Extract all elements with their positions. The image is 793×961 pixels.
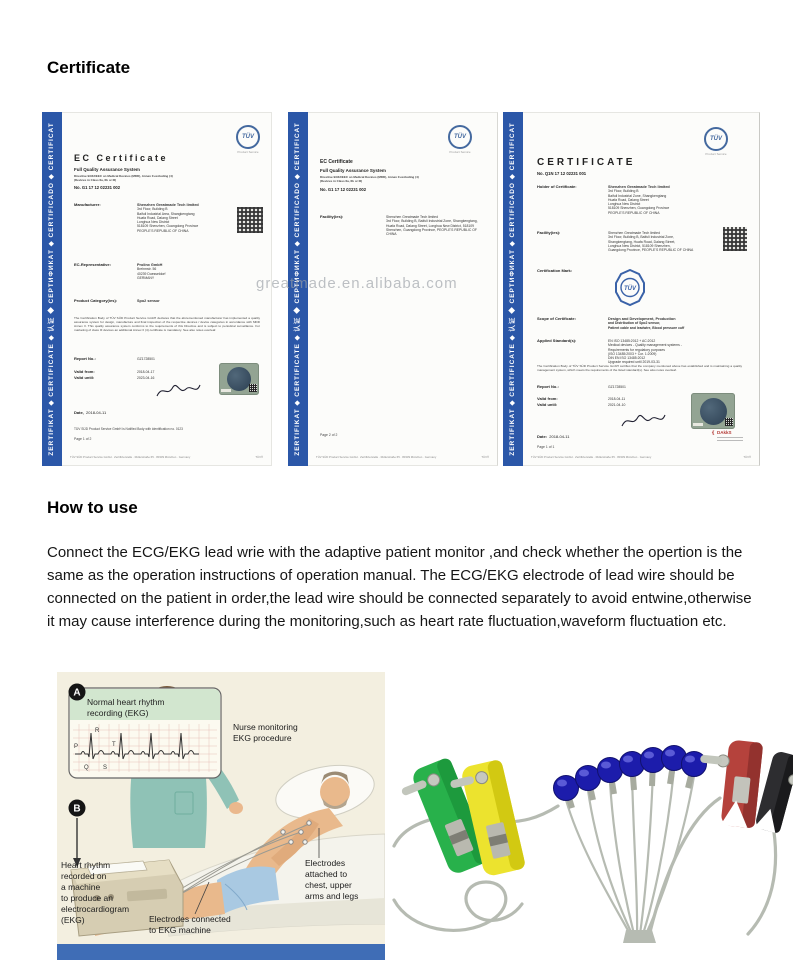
cert-body-text: The Certification Body of TÜV SÜD Product Service GmbH certifies that the company mentioned above has established and is maintaining a quality management system, which meets the requirements of the listed standard(s). See also notes overleaf. — [537, 364, 742, 372]
cert-footer: TÜV SÜD Product Service GmbH · Zertifizierstelle · Ridlerstraße 65 · 80339 München · Germany TÜV® — [316, 455, 489, 459]
svg-text:S: S — [103, 765, 108, 771]
tuv-logo-icon: TÜV — [448, 125, 472, 149]
valid-from-label: Valid from: — [537, 396, 558, 401]
cert-number: No. G1 17 12 02231 002 — [74, 185, 121, 190]
hologram-seal — [691, 393, 735, 429]
cable-bundle — [623, 930, 656, 943]
marker-a — [69, 684, 86, 701]
scope-label: Scope of Certificate: — [537, 316, 576, 321]
qr-code — [723, 227, 747, 251]
valid-from-label: Valid from: — [74, 369, 95, 374]
valid-from-value: 2018-04-11 — [608, 397, 626, 401]
svg-text:T: T — [112, 742, 116, 748]
illustration-bottom-bar — [57, 944, 385, 960]
page-note: Page 1 of 1 — [537, 445, 555, 449]
tuv-logo: TÜV Product Service — [701, 127, 731, 156]
svg-text:recorded on: recorded on — [61, 871, 107, 881]
dakks-mark: ❴ DAkkS — [711, 430, 743, 441]
sidebar-rotated-text: ZERTIFIKAT ◆ CERTIFICATE ◆ 认证 ◆ СЕРТИФИКАТ ◆ CERTIFICADO ◆ CERTIFICAT — [509, 122, 516, 456]
facility-address: Shenzhen Greatmade Tech limited 3rd Floor, Building B, Baifuli Industrial Zone, Shangkengtang, Huafa Road, Dalang Street, Longhua New District, 518109 Shenzhen, Guangdong Province, PEOPLE'S REPUBLIC OF CHINA — [386, 215, 478, 237]
ekg-strip-box — [69, 688, 221, 778]
svg-text:arms and legs: arms and legs — [305, 891, 359, 901]
signature — [619, 411, 667, 431]
certificate-image-3 — [503, 112, 760, 466]
holder-address: Shenzhen Greatmade Tech limited 3rd Floor, Building B Baifuli Industrial Zone, Shangkengtang Huafa Road, Dalang Street Longhua New District 518109 Shenzhen, Guangdong Province PEOPLE'S REPUBLIC OF CHINA — [608, 185, 670, 215]
certificate-paper — [523, 112, 760, 466]
page-note: Page 2 of 2 — [320, 433, 338, 437]
ec-representative-address: Prolinx GmbH Brehmstr. 56 40239 Duesseldorf GERMANY — [137, 263, 166, 280]
svg-text:a machine: a machine — [61, 882, 101, 892]
svg-text:to produce an: to produce an — [61, 893, 113, 903]
svg-text:Normal heart rhythm: Normal heart rhythm — [87, 697, 165, 707]
report-no-value: GZ1728501 — [137, 357, 155, 361]
tuv-sued-octagon-mark — [615, 269, 645, 307]
dakks-bracket-icon: ❴ — [711, 430, 715, 435]
cert-subtitle: Full Quality Assurance System — [320, 168, 386, 173]
valid-from-value: 2018-04-17 — [137, 370, 155, 374]
product-category-label: Product Category(ies): — [74, 298, 118, 303]
holder-label: Holder of Certificate: — [537, 184, 577, 189]
certificates-row — [42, 112, 760, 468]
cert-title: EC Certificate — [320, 159, 353, 165]
svg-text:P: P — [74, 744, 79, 750]
cert-directive: Directive 93/42/EEC on Medical Devices (MDD), Annex II excluding (4) (Devices in Class IIa, IIb or III) — [74, 174, 173, 182]
page-note: Page 1 of 2 — [74, 437, 92, 441]
cert-number: No. Q1N 17 12 02231 001 — [537, 171, 587, 176]
svg-text:R: R — [95, 728, 100, 734]
qr-code — [237, 207, 263, 233]
svg-text:Electrodes: Electrodes — [305, 858, 346, 868]
cert-directive: Directive 93/42/EEC on Medical Devices (MDD), Annex II excluding (4) (Devices in Class IIa, IIb or III) — [320, 175, 419, 183]
ekg-procedure-illustration — [57, 672, 385, 960]
manufacturer-label: Manufacturer: — [74, 202, 101, 207]
hologram-seal-dot — [227, 367, 251, 391]
facility-address: Shenzhen Greatmade Tech limited 3rd Floor, Building B, Baifuli Industrial Zone, Shangkengtang, Huafa Road, Dalang Street, Longhua New District, 518109 Shenzhen, Guangdong Province, PEOPLE'S REPUBLIC OF CHINA — [608, 231, 694, 253]
ec-representative-label: EC-Representative: — [74, 262, 111, 267]
svg-text:Heart rhythm: Heart rhythm — [61, 860, 111, 870]
cert-body-text: The Certification Body of TÜV SÜD Product Service GmbH declares that the aforementioned manufacturer has implemented a quality assurance system for design, manufacture and final inspection of the respective devices / device categories in accordance with MDD Annex II. This quality assurance system conforms to the requirements of this Directive and is subject to periodical surveillance. For marketing of class III devices an additional Annex II (4) certificate is mandatory. See also notes overleaf. — [74, 316, 260, 332]
svg-text:attached to: attached to — [305, 869, 348, 879]
certificate-image-1 — [42, 112, 272, 466]
date-row: Date, 2018-04-11 — [74, 410, 107, 415]
certificate-paper — [62, 112, 272, 466]
svg-text:electrocardiogram: electrocardiogram — [61, 904, 130, 914]
how-to-use-heading: How to use — [47, 498, 138, 517]
manufacturer-address: Shenzhen Greatmade Tech limited 3rd Floor, Building B Baifuli Industrial Area, Shangkengtang Huafa Road, Dalang Street Longhua New District 518109 Shenzhen, Guangdong Province PEOPLE'S REPUBLIC OF CHINA — [137, 203, 199, 233]
hologram-seal — [219, 363, 259, 395]
cert-number: No. G1 17 12 02231 002 — [320, 187, 367, 192]
report-no-label: Report No.: — [74, 356, 96, 361]
tuv-logo-icon: TÜV — [704, 127, 728, 151]
cert-title: CERTIFICATE — [537, 157, 636, 168]
date-row: Date: 2018-04-11 — [537, 434, 570, 439]
certificate-blue-sidebar — [42, 112, 62, 466]
tuv-logo-icon: TÜV — [236, 125, 260, 149]
standards-value: EN ISO 13485:2012 + AC:2012 Medical devices - Quality management systems - Requirements for regulatory purposes (ISO 13485:2003 + Cor. 1:2009) DIN EN ISO 13485:2012 Upgrade required until 2019-03-31 — [608, 339, 682, 365]
svg-text:A: A — [73, 687, 81, 699]
ecg-leadwire-photo — [390, 668, 793, 943]
notified-body-note: TÜV SÜD Product Service GmbH is Notified Body with identification no. 0123 — [74, 427, 183, 431]
cert-footer: TÜV SÜD Product Service GmbH · Zertifizierstelle · Ridlerstraße 65 · 80339 München · Germany TÜV® — [70, 455, 263, 459]
cert-subtitle: Full Quality Assurance System — [74, 167, 140, 172]
tuv-logo: TÜV Product Service — [233, 125, 263, 154]
svg-text:chest, upper: chest, upper — [305, 880, 352, 890]
standards-label: Applied Standard(s): — [537, 338, 577, 343]
cert-footer: TÜV SÜD Product Service GmbH · Zertifizierstelle · Ridlerstraße 65 · 80339 München · Germany TÜV® — [531, 455, 751, 459]
facility-label: Facility(ies): — [320, 214, 344, 219]
valid-until-value: 2023-04-16 — [137, 376, 155, 380]
valid-until-label: Valid until: — [537, 402, 558, 407]
cert-title: EC Certificate — [74, 153, 169, 163]
certification-mark-label: Certification Mark: — [537, 268, 573, 273]
scope-value: Design and Development, Production and Distribution of Spo2 sensor, Patient cable and leadwire, Blood pressure cuff — [608, 317, 685, 330]
svg-text:TÜV: TÜV — [624, 286, 636, 292]
certificate-heading: Certificate — [47, 58, 131, 77]
report-no-label: Report No.: — [537, 384, 559, 389]
svg-text:recording (EKG): recording (EKG) — [87, 708, 149, 718]
svg-text:to EKG machine: to EKG machine — [149, 925, 211, 935]
valid-until-value: 2021-04-10 — [608, 403, 626, 407]
report-no-value: GZ1728501 — [608, 385, 626, 389]
svg-text:EKG procedure: EKG procedure — [233, 733, 292, 743]
how-to-use-paragraph: Connect the ECG/EKG lead wrie with the adaptive patient monitor ,and check whether the opertion is the same as the operation instructions of operation manual. The ECG/EKG electrode of lead wire should be connected on the patient in order,the lead wire should be connected separately to avoid entwine,otherwise it may cause interference during the monitoring,such as heart rate fluctuation,waveform fluctuation etc. — [47, 544, 752, 630]
certificate-blue-sidebar — [503, 112, 523, 466]
svg-text:Q: Q — [84, 765, 89, 771]
svg-text:(EKG): (EKG) — [61, 915, 85, 925]
tuv-logo: TÜV Product Service — [445, 125, 475, 154]
sidebar-rotated-text: ZERTIFIKAT ◆ CERTIFICATE ◆ 认证 ◆ СЕРТИФИКАТ ◆ CERTIFICADO ◆ CERTIFICAT — [294, 122, 301, 456]
sidebar-rotated-text: ZERTIFIKAT ◆ CERTIFICATE ◆ 认证 ◆ СЕРТИФИКАТ ◆ CERTIFICADO ◆ CERTIFICAT — [48, 122, 55, 456]
signature — [154, 381, 202, 401]
svg-text:Electrodes connected: Electrodes connected — [149, 914, 231, 924]
svg-text:Nurse monitoring: Nurse monitoring — [233, 722, 298, 732]
facility-label: Facility(ies): — [537, 230, 561, 235]
hologram-seal-dot — [700, 398, 727, 425]
product-category-value: Spo2 sensor — [137, 299, 160, 303]
valid-until-label: Valid until: — [74, 375, 95, 380]
svg-text:B: B — [73, 803, 81, 815]
watermark-text: greatmade.en.alibaba.com — [256, 275, 458, 292]
